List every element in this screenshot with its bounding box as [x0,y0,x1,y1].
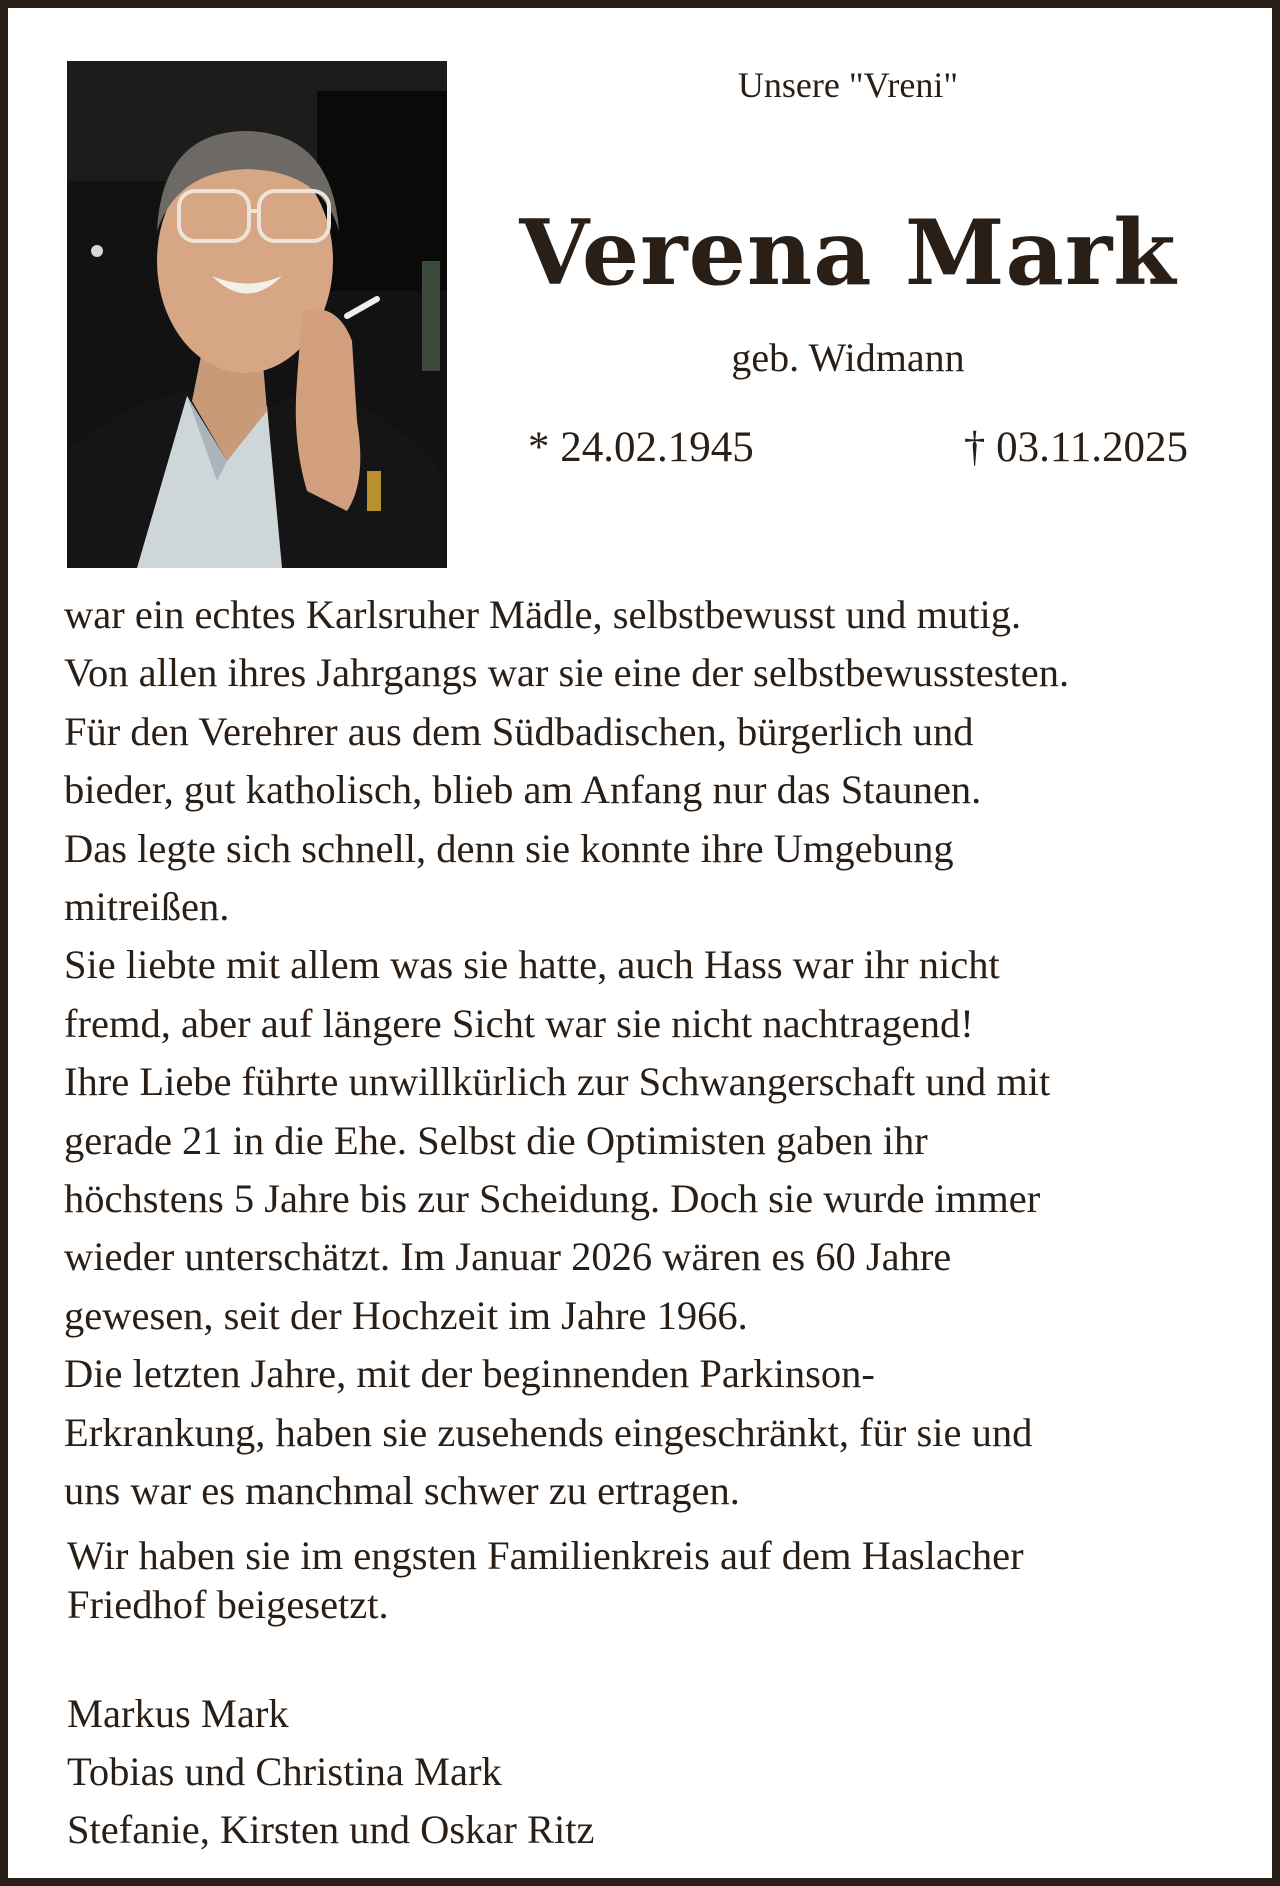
text-line: Sie liebte mit allem was sie hatte, auch Hass war ihr nicht [64,942,1000,988]
burial-note-line: Friedhof beigesetzt. [67,1582,389,1627]
obituary-text [64,586,1264,1521]
death-date: † 03.11.2025 [963,424,1188,471]
text-line: Erkrankung, haben sie zusehends eingeschränkt, für sie und [64,1409,1033,1455]
text-line: war ein echtes Karlsruher Mädle, selbstbewusst und mutig. [64,592,1022,637]
life-dates [528,420,1188,476]
mourner-name: Markus Mark [67,1691,289,1736]
text-line: gerade 21 in die Ehe. Selbst die Optimisten gaben ihr [64,1117,928,1163]
text-line: Für den Verehrer aus dem Südbadischen, bürgerlich und [64,708,974,754]
portrait-photo [67,61,447,568]
deceased-name: Verena Mark [519,200,1177,306]
burial-note-line: Wir haben sie im engsten Familienkreis auf dem Haslacher [67,1533,1024,1578]
text-line: wieder unterschätzt. Im Januar 2026 wären es 60 Jahre [64,1234,952,1280]
birth-date: * 24.02.1945 [528,424,754,471]
birth-name: geb. Widmann [731,335,965,380]
text-line: Die letzten Jahre, mit der beginnenden Parkinson- [64,1351,875,1397]
text-line: Ihre Liebe führte unwillkürlich zur Schwangerschaft und mit [64,1059,1051,1105]
mourner-name: Stefanie, Kirsten und Oskar Ritz [67,1807,595,1852]
burial-note [67,1531,1247,1629]
mourner-name: Tobias und Christina Mark [67,1749,502,1794]
text-line: höchstens 5 Jahre bis zur Scheidung. Doch sie wurde immer [64,1176,1041,1222]
text-line: Von allen ihres Jahrgangs war sie eine der selbstbewusstesten. [64,650,1070,696]
text-line: bieder, gut katholisch, blieb am Anfang nur das Staunen. [64,767,982,813]
mourners-list [67,1685,1067,1859]
text-line: fremd, aber auf längere Sicht war sie nicht nachtragend! [64,1000,974,1046]
text-line: uns war es manchmal schwer zu ertragen. [64,1468,740,1514]
text-line: mitreißen. [64,884,230,930]
text-line: gewesen, seit der Hochzeit im Jahre 1966. [64,1292,748,1338]
text-line: Das legte sich schnell, denn sie konnte ihre Umgebung [64,825,954,871]
nickname-line: Unsere "Vreni" [737,65,959,105]
